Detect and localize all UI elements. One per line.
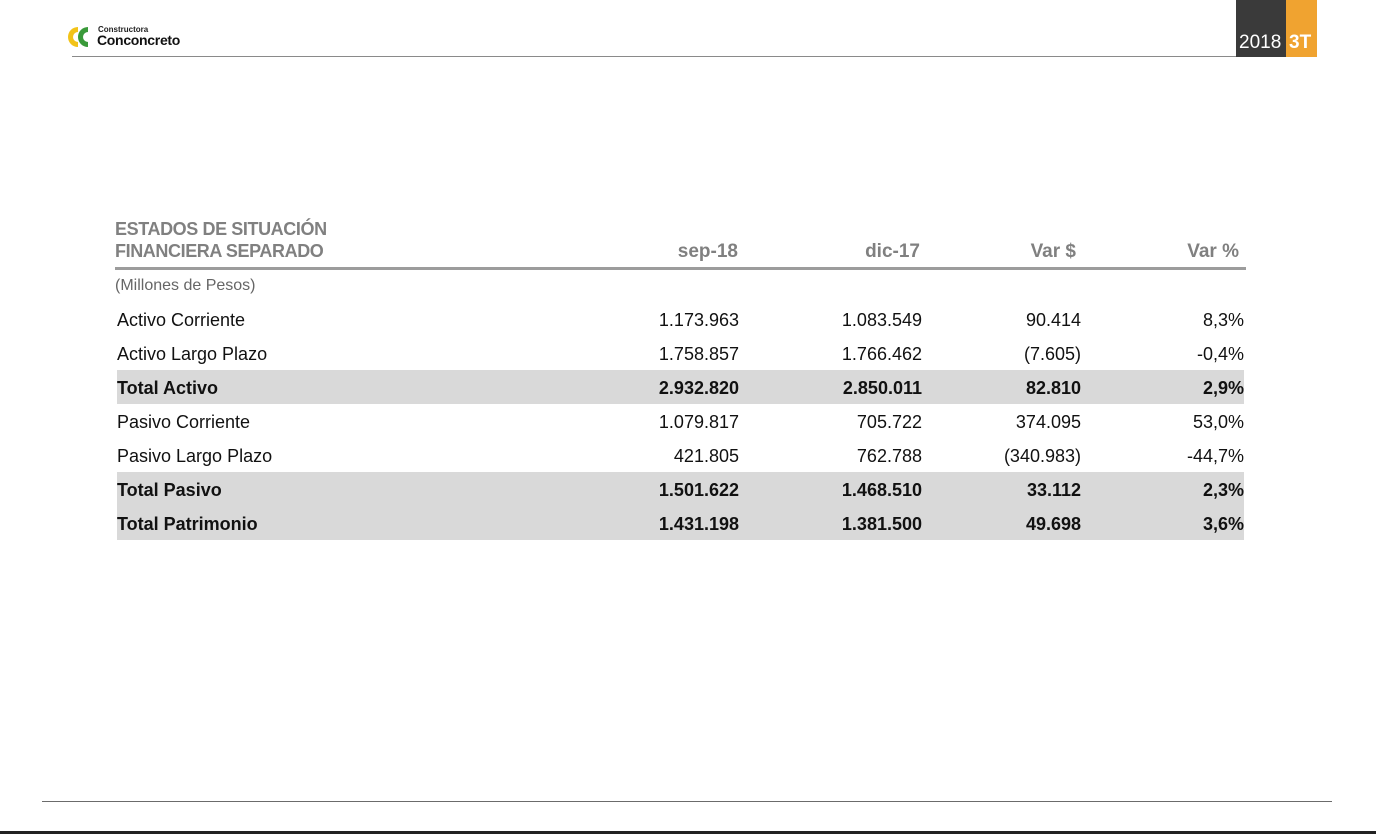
- cell-var-percent: -0,4%: [1196, 344, 1244, 364]
- cell-sep18: 1.758.857: [658, 344, 739, 364]
- cell-var-amount: 49.698: [1025, 514, 1081, 534]
- cell-var-amount: 374.095: [1015, 412, 1081, 432]
- cell-var-percent: 53,0%: [1192, 412, 1244, 432]
- cell-var-percent: 2,9%: [1202, 378, 1244, 398]
- row-label: Total Pasivo: [117, 480, 222, 500]
- logo-name: Conconcreto: [97, 32, 181, 48]
- logo-subtitle: Constructora: [98, 25, 149, 34]
- cell-var-percent: 3,6%: [1202, 514, 1244, 534]
- table-row: [117, 336, 1244, 370]
- header-divider: [72, 56, 1236, 57]
- table-row: [117, 438, 1244, 472]
- cell-var-percent: 2,3%: [1202, 480, 1244, 500]
- column-header-dic17: dic-17: [865, 241, 920, 262]
- cell-sep18: 421.805: [673, 446, 739, 466]
- cell-sep18: 1.431.198: [658, 514, 739, 534]
- column-header-var-percent: Var %: [1187, 241, 1239, 262]
- cell-dic17: 1.468.510: [841, 480, 922, 500]
- cell-dic17: 2.850.011: [842, 378, 922, 398]
- cell-dic17: 705.722: [856, 412, 922, 432]
- cell-sep18: 2.932.820: [658, 378, 739, 398]
- period-quarter: 3T: [1289, 32, 1312, 53]
- cell-sep18: 1.173.963: [658, 310, 739, 330]
- company-logo: [67, 24, 207, 50]
- cell-var-amount: 82.810: [1025, 378, 1081, 398]
- column-header-var-amount: Var $: [1030, 241, 1076, 262]
- conconcreto-logo-icon: [67, 26, 97, 48]
- row-label: Pasivo Largo Plazo: [117, 446, 273, 466]
- table-title-line1: ESTADOS DE SITUACIÓN: [115, 219, 327, 239]
- cell-var-percent: 8,3%: [1202, 310, 1244, 330]
- row-label: Activo Largo Plazo: [117, 344, 268, 364]
- table-row: [117, 302, 1244, 336]
- units-note: (Millones de Pesos): [115, 277, 256, 294]
- table-row: [117, 404, 1244, 438]
- period-year: 2018: [1239, 32, 1282, 53]
- cell-dic17: 762.788: [856, 446, 922, 466]
- row-label: Total Patrimonio: [117, 514, 258, 534]
- cell-sep18: 1.501.622: [658, 480, 739, 500]
- table-title: [115, 218, 327, 262]
- table-title-line2: FINANCIERA SEPARADO: [115, 241, 324, 261]
- cell-var-amount: 90.414: [1025, 310, 1081, 330]
- row-label: Total Activo: [117, 378, 219, 398]
- table-row-total: [117, 370, 1244, 404]
- cell-dic17: 1.381.500: [841, 514, 922, 534]
- cell-sep18: 1.079.817: [658, 412, 739, 432]
- cell-var-amount: (7.605): [1023, 344, 1081, 364]
- table-row-total: [117, 506, 1244, 540]
- cell-var-amount: (340.983): [1003, 446, 1081, 466]
- cell-dic17: 1.083.549: [841, 310, 922, 330]
- cell-var-amount: 33.112: [1026, 480, 1081, 500]
- cell-dic17: 1.766.462: [841, 344, 922, 364]
- table-header-rule: [115, 267, 1246, 270]
- row-label: Pasivo Corriente: [117, 412, 251, 432]
- row-label: Activo Corriente: [117, 310, 246, 330]
- column-header-sep18: sep-18: [677, 241, 738, 262]
- cell-var-percent: -44,7%: [1186, 446, 1244, 466]
- footer-divider: [42, 801, 1332, 802]
- table-row-total: [117, 472, 1244, 506]
